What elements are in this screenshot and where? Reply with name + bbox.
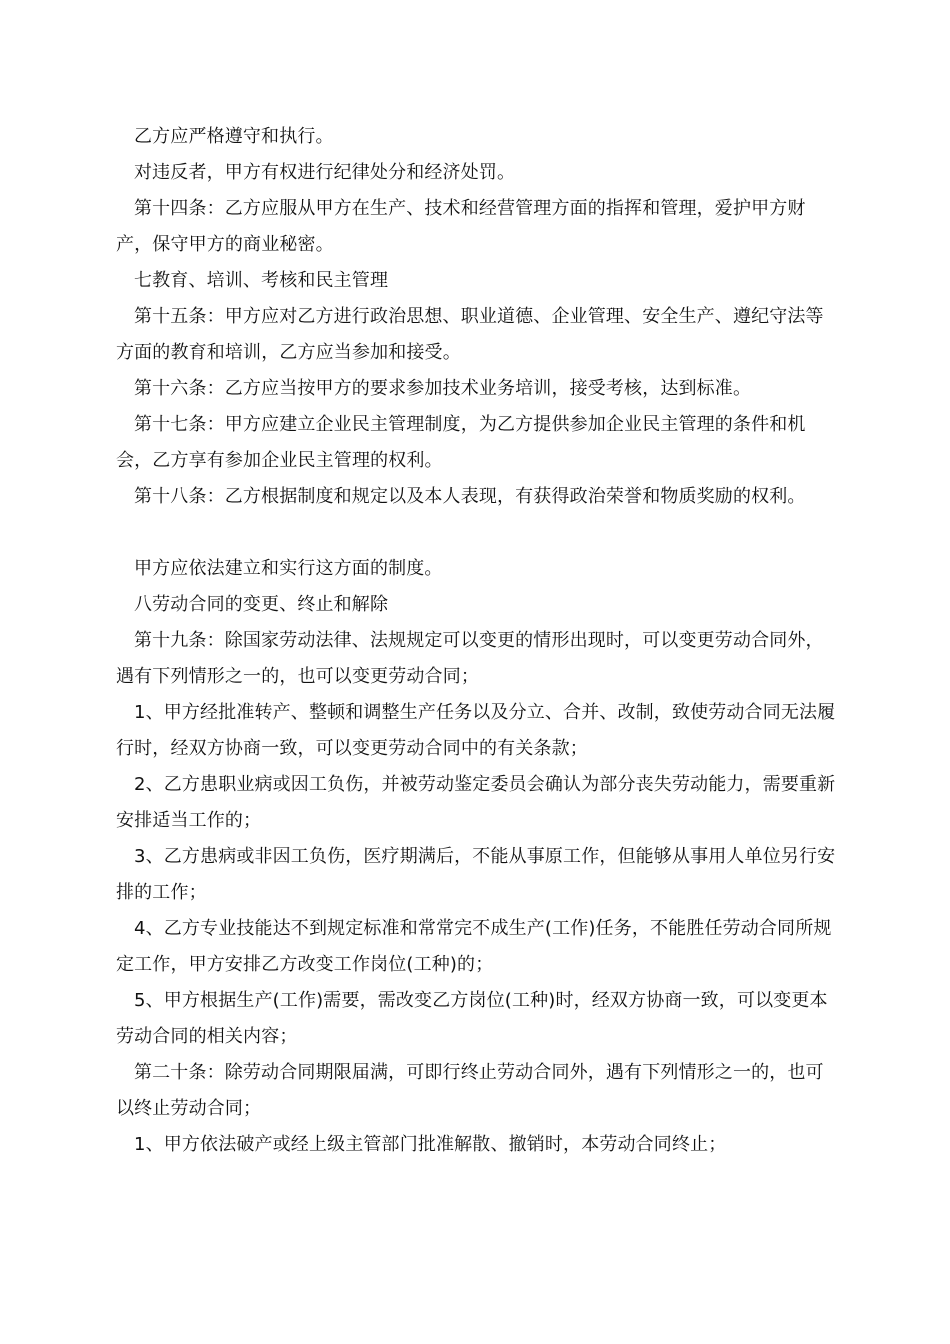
list-item: 3、乙方患病或非因工负伤，医疗期满后，不能从事原工作，但能够从事用人单位另行安排的工作； — [116, 846, 836, 903]
paragraph: 乙方应严格遵守和执行。 — [134, 126, 334, 147]
article-16: 第十六条：乙方应当按甲方的要求参加技术业务培训，接受考核，达到标准。 — [134, 378, 752, 399]
paragraph: 对违反者，甲方有权进行纪律处分和经济处罚。 — [134, 162, 516, 183]
list-item: 2、乙方患职业病或因工负伤，并被劳动鉴定委员会确认为部分丧失劳动能力，需要重新安排适当工作的； — [116, 774, 836, 831]
list-item: 5、甲方根据生产(工作)需要，需改变乙方岗位(工种)时，经双方协商一致，可以变更本劳动合同的相关内容； — [116, 990, 828, 1047]
section-heading-education: 七教育、培训、考核和民主管理 — [134, 270, 389, 291]
article-17: 第十七条：甲方应建立企业民主管理制度，为乙方提供参加企业民主管理的条件和机会，乙方享有参加企业民主管理的权利。 — [116, 414, 806, 471]
list-item: 1、甲方依法破产或经上级主管部门批准解散、撤销时，本劳动合同终止； — [134, 1134, 727, 1155]
article-18: 第十八条：乙方根据制度和规定以及本人表现，有获得政治荣誉和物质奖励的权利。 — [134, 486, 806, 507]
section-heading-contract-change: 八劳动合同的变更、终止和解除 — [134, 594, 389, 615]
article-19: 第十九条：除国家劳动法律、法规规定可以变更的情形出现时，可以变更劳动合同外，遇有下列情形之一的，也可以变更劳动合同； — [116, 630, 824, 687]
article-15: 第十五条：甲方应对乙方进行政治思想、职业道德、企业管理、安全生产、遵纪守法等方面的教育和培训，乙方应当参加和接受。 — [116, 306, 824, 363]
list-item: 4、乙方专业技能达不到规定标准和常常完不成生产(工作)任务，不能胜任劳动合同所规定工作，甲方安排乙方改变工作岗位(工种)的； — [116, 918, 832, 975]
article-20: 第二十条：除劳动合同期限届满，可即行终止劳动合同外，遇有下列情形之一的，也可以终止劳动合同； — [116, 1062, 824, 1119]
document-body — [116, 119, 840, 1163]
article-14: 第十四条：乙方应服从甲方在生产、技术和经营管理方面的指挥和管理，爱护甲方财产，保守甲方的商业秘密。 — [116, 198, 806, 255]
paragraph: 甲方应依法建立和实行这方面的制度。 — [134, 558, 443, 579]
list-item: 1、甲方经批准转产、整顿和调整生产任务以及分立、合并、改制，致使劳动合同无法履行时，经双方协商一致，可以变更劳动合同中的有关条款； — [116, 702, 836, 759]
